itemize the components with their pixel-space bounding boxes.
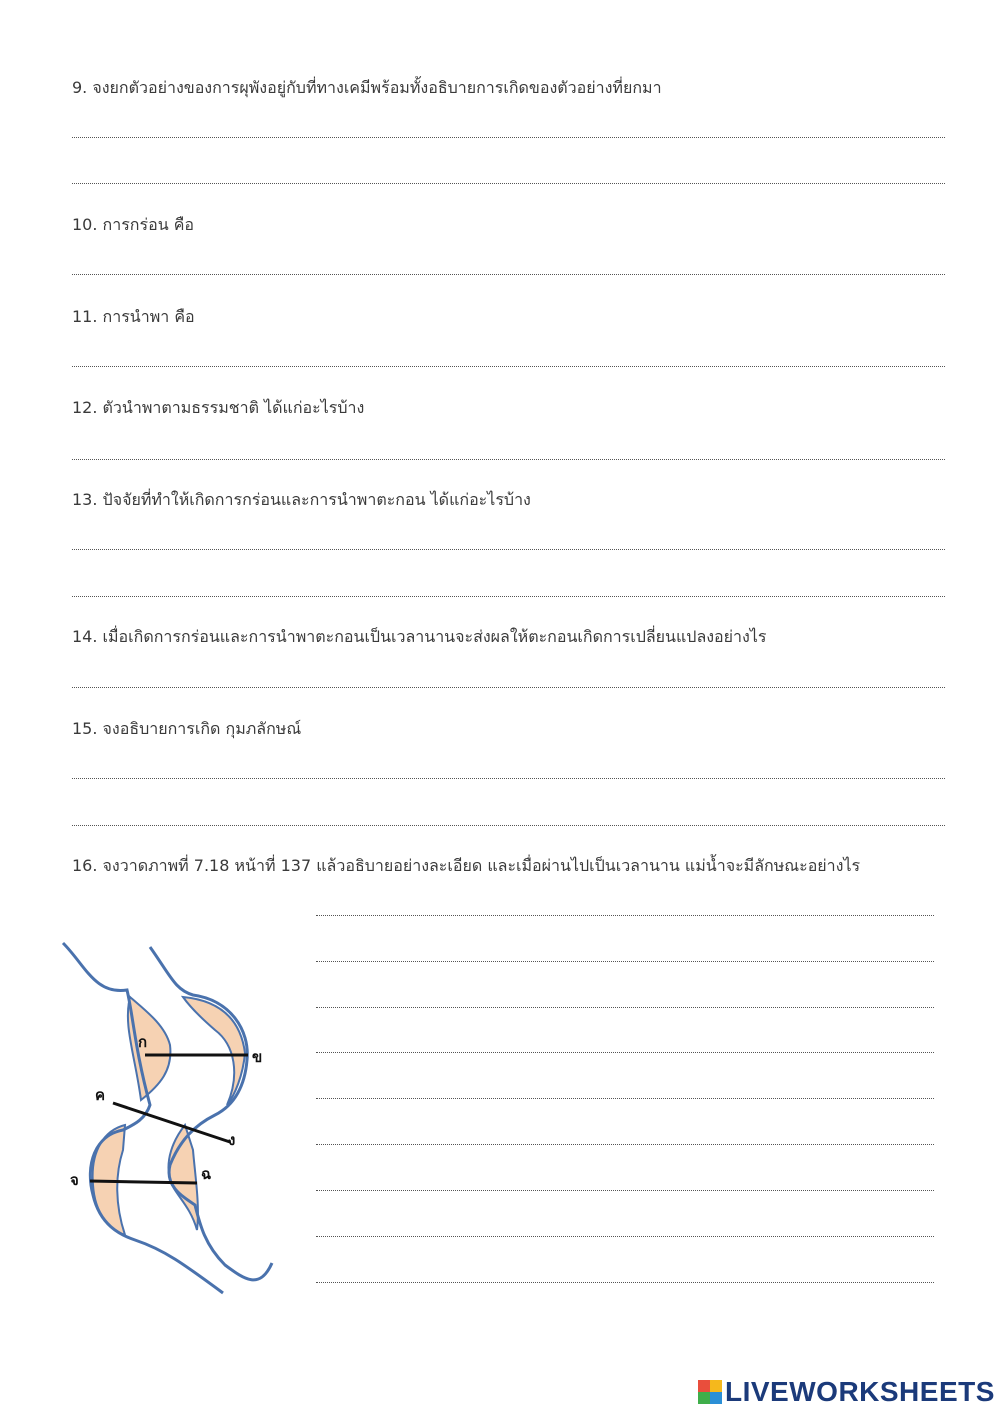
answer-line-16h[interactable] (316, 1236, 934, 1237)
answer-line-9b[interactable] (72, 183, 945, 184)
deposit-upper-right (183, 997, 245, 1105)
line-kho-ngo (113, 1103, 230, 1142)
question-14: 14. เมื่อเกิดการกร่อนและการนำพาตะกอนเป็นเวลานานจะส่งผลให้ตะกอนเกิดการเปลี่ยนแปลงอย่างไร (72, 627, 767, 646)
label-cho: จ (70, 1171, 79, 1189)
label-ka: ก (138, 1033, 148, 1051)
answer-line-13b[interactable] (72, 596, 945, 597)
answer-line-16f[interactable] (316, 1144, 934, 1145)
label-kho: ข (252, 1048, 263, 1066)
question-9: 9. จงยกตัวอย่างของการผุพังอยู่กับที่ทางเคมีพร้อมทั้งอธิบายการเกิดของตัวอย่างที่ยกมา (72, 78, 662, 97)
logo-text: LIVEWORKSHEETS (725, 1376, 995, 1407)
label-ngo: ง (228, 1131, 236, 1149)
question-12: 12. ตัวนำพาตามธรรมชาติ ได้แก่อะไรบ้าง (72, 398, 365, 417)
question-10: 10. การกร่อน คือ (72, 215, 195, 234)
answer-line-16d[interactable] (316, 1052, 934, 1053)
answer-line-13a[interactable] (72, 549, 945, 550)
river-bank-right (150, 947, 272, 1280)
meander-diagram (55, 935, 285, 1305)
answer-line-12[interactable] (72, 459, 945, 460)
answer-line-16b[interactable] (316, 961, 934, 962)
answer-line-11[interactable] (72, 366, 945, 367)
answer-line-9a[interactable] (72, 137, 945, 138)
answer-line-10[interactable] (72, 274, 945, 275)
logo-icon (698, 1380, 722, 1404)
answer-line-16e[interactable] (316, 1098, 934, 1099)
label-chho: ฉ (201, 1165, 212, 1183)
question-16: 16. จงวาดภาพที่ 7.18 หน้าที่ 137 แล้วอธิบายอย่างละเอียด และเมื่อผ่านไปเป็นเวลานาน แม่น้ำจะมีลักษณะอย่างไร (72, 856, 861, 875)
question-13: 13. ปัจจัยที่ทำให้เกิดการกร่อนและการนำพาตะกอน ได้แก่อะไรบ้าง (72, 490, 531, 509)
question-15: 15. จงอธิบายการเกิด กุมภลักษณ์ (72, 719, 302, 738)
answer-line-15a[interactable] (72, 778, 945, 779)
liveworksheets-logo (698, 1374, 995, 1410)
line-cho-chho (90, 1181, 197, 1183)
answer-line-15b[interactable] (72, 825, 945, 826)
answer-line-16i[interactable] (316, 1282, 934, 1283)
label-kho-khwai: ค (95, 1086, 106, 1104)
answer-line-16g[interactable] (316, 1190, 934, 1191)
deposit-upper-left (128, 997, 171, 1100)
answer-line-16a[interactable] (316, 915, 934, 916)
answer-line-14[interactable] (72, 687, 945, 688)
question-11: 11. การนำพา คือ (72, 307, 195, 326)
answer-line-16c[interactable] (316, 1007, 934, 1008)
